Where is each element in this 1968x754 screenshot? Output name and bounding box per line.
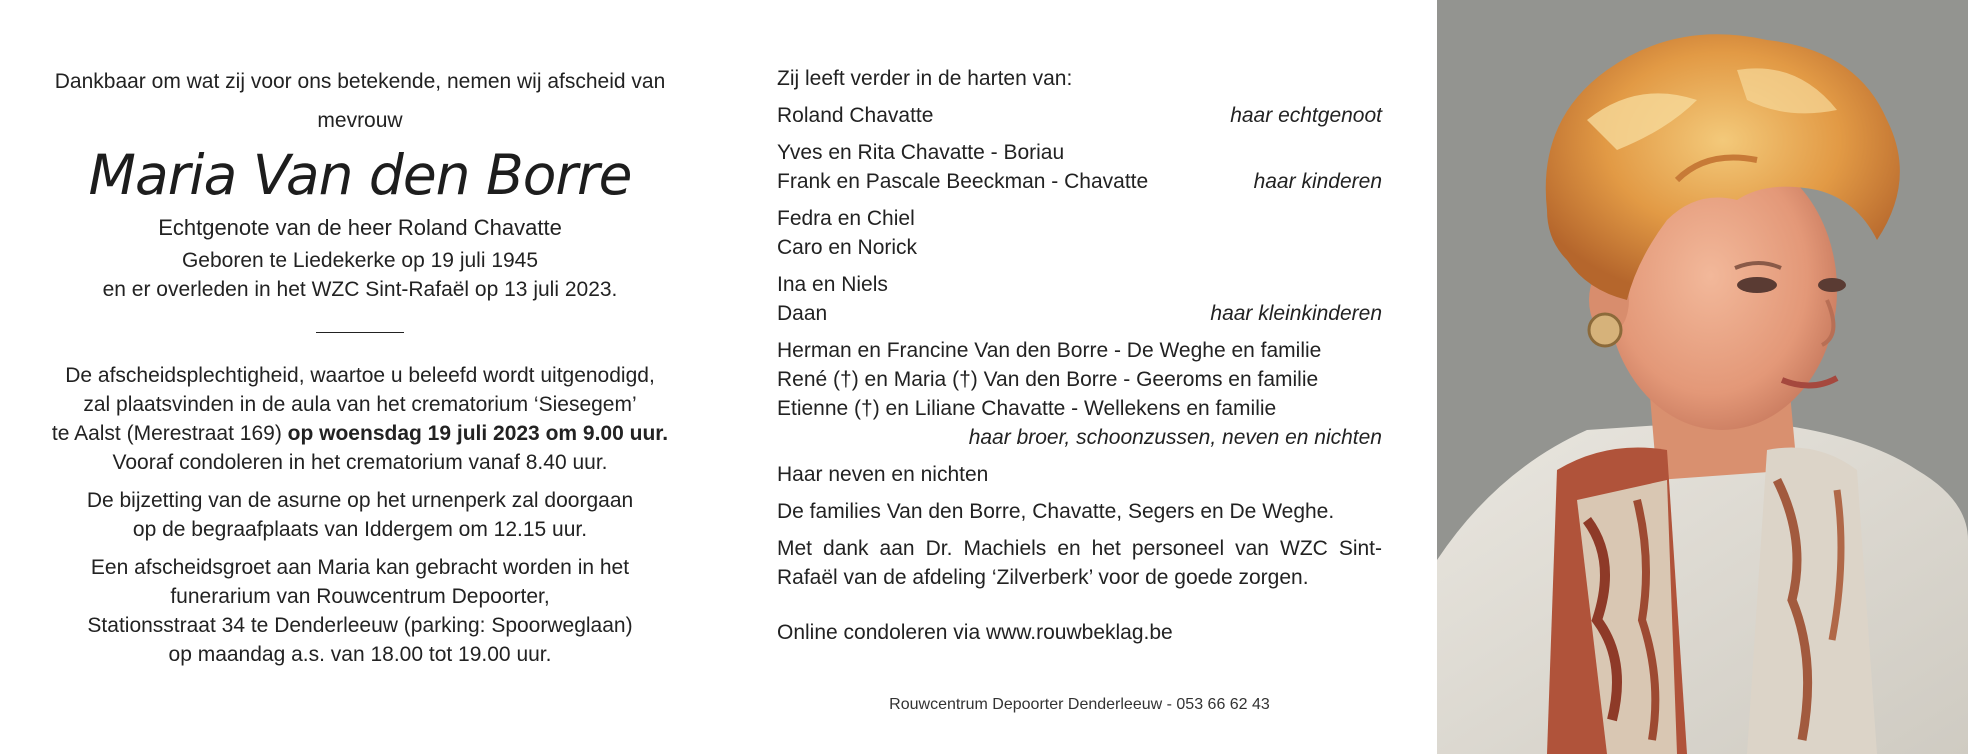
relation-label: haar echtgenoot — [1230, 104, 1382, 127]
announcement-column — [30, 62, 690, 678]
family-name: Herman en Francine Van den Borre - De Weghe en familie — [777, 339, 1322, 362]
ceremony-line — [30, 419, 690, 448]
visitation-line: Een afscheidsgroet aan Maria kan gebracht worden in het — [90, 556, 630, 579]
nephews-line: Haar neven en nichten — [777, 463, 989, 486]
burial-block — [30, 486, 690, 544]
visitation-line: Stationsstraat 34 te Denderleeuw (parking: Spoorweglaan) — [87, 614, 633, 637]
grandchildren-group-1 — [777, 204, 1382, 262]
relation-label: haar kinderen — [1253, 170, 1382, 193]
extended-family-group — [777, 336, 1382, 452]
footer-contact: Rouwcentrum Depoorter Denderleeuw - 053 66 62 43 — [889, 696, 1270, 713]
burial-line: op de begraafplaats van Iddergem om 12.15 uur. — [132, 518, 588, 541]
grandchildren-group-2 — [777, 270, 1382, 328]
families-line: De families Van den Borre, Chavatte, Segers en De Weghe. — [777, 500, 1335, 523]
grandchild-name: Ina en Niels — [777, 273, 888, 296]
husband-row — [777, 101, 1382, 130]
ceremony-line: Vooraf condoleren in het crematorium vanaf 8.40 uur. — [112, 451, 608, 474]
children-group — [777, 138, 1382, 196]
husband-name: Roland Chavatte — [777, 104, 934, 127]
death-line: en er overleden in het WZC Sint-Rafaël op 13 juli 2023. — [102, 278, 618, 301]
relation-label: haar kleinkinderen — [1210, 302, 1382, 325]
burial-line: De bijzetting van de asurne op het urnenperk zal doorgaan — [86, 489, 634, 512]
ceremony-line: zal plaatsvinden in de aula van het crematorium ‘Siesegem’ — [83, 393, 637, 416]
visitation-line: op maandag a.s. van 18.00 tot 19.00 uur. — [168, 643, 552, 666]
family-name: René (†) en Maria (†) Van den Borre - Geeroms en familie — [777, 368, 1319, 391]
child-name: Frank en Pascale Beeckman - Chavatte — [777, 170, 1149, 193]
grandchild-name: Fedra en Chiel — [777, 207, 915, 230]
deceased-name: Maria Van den Borre — [88, 143, 632, 207]
child-name: Yves en Rita Chavatte - Boriau — [777, 141, 1065, 164]
relation-label: haar broer, schoonzussen, neven en nichten — [968, 426, 1382, 449]
ceremony-line: De afscheidsplechtigheid, waartoe u beleefd wordt uitgenodigd, — [65, 364, 655, 387]
visitation-line: funerarium van Rouwcentrum Depoorter, — [170, 585, 550, 608]
ceremony-block — [30, 361, 690, 477]
online-condolence-line: Online condoleren via www.rouwbeklag.be — [777, 621, 1173, 644]
family-column — [777, 64, 1382, 647]
family-name: Etienne (†) en Liliane Chavatte - Wellekens en familie — [777, 397, 1277, 420]
portrait-photo — [1437, 0, 1968, 754]
intro-line: mevrouw — [317, 109, 403, 132]
grandchild-row — [777, 299, 1382, 328]
family-heading: Zij leeft verder in de harten van: — [777, 67, 1073, 90]
intro-line: Dankbaar om wat zij voor ons betekende, nemen wij afscheid van — [54, 70, 666, 93]
child-row — [777, 167, 1382, 196]
divider — [316, 332, 404, 333]
thanks-paragraph: Met dank aan Dr. Machiels en het personeel van WZC Sint-Rafaël van de afdeling ‘Zilverberk’ voor de goede zorgen. — [777, 537, 1382, 589]
ceremony-date: op woensdag 19 juli 2023 om 9.00 uur. — [287, 422, 669, 445]
birth-line: Geboren te Liedekerke op 19 juli 1945 — [181, 249, 539, 272]
visitation-block — [30, 553, 690, 669]
portrait-illustration — [1437, 0, 1968, 754]
spouse-line: Echtgenote van de heer Roland Chavatte — [158, 215, 562, 240]
grandchild-name: Daan — [777, 302, 828, 325]
ceremony-location: te Aalst (Merestraat 169) — [51, 422, 288, 445]
grandchild-name: Caro en Norick — [777, 236, 918, 259]
